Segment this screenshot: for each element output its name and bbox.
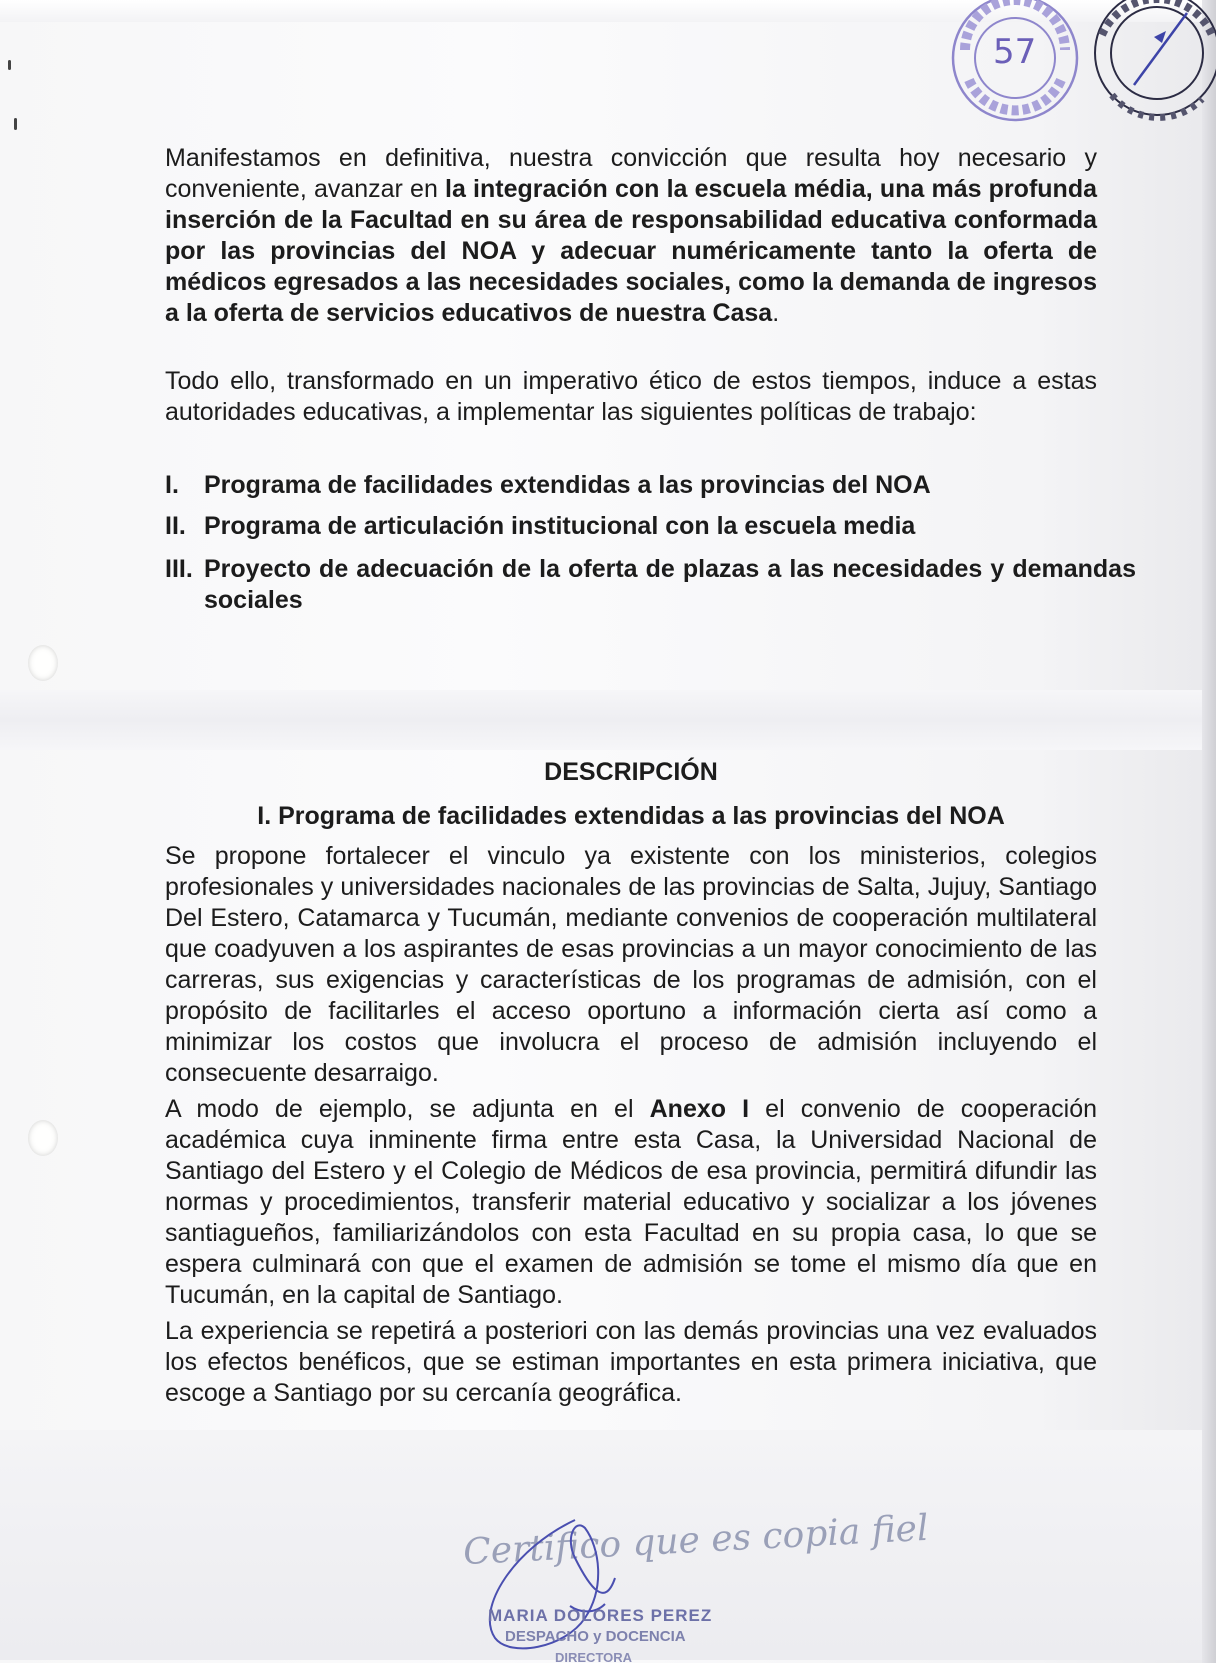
paragraph-text: La experiencia se repetirá a posteriori con las demás provincias una vez evaluados los efectos benéficos, que se estiman importantes en esta primera iniciativa, que escoge a Santiago por su cercanía geográfica. (165, 1317, 1097, 1407)
scan-speck (8, 60, 11, 70)
certifier-name: MARIA DOLORES PEREZ (488, 1606, 713, 1625)
paragraph-proposal (165, 841, 1097, 1089)
section-heading: DESCRIPCIÓN (544, 758, 718, 786)
paragraph-example (165, 1094, 1097, 1311)
policy-list-item (165, 554, 1136, 616)
paragraph-text: el convenio de cooperación académica cuya inminente firma entre esta Casa, la Universidad Nacional de Santiago del Estero y el Colegio de Médicos de esa provincia, permitirá difundir las normas y procedimientos, transferir material educativo y socializar a los jóvenes santiagueños, familiarizándolos con esta Facultad en su propia casa, lo que se espera culminará con que el examen de admisión se tome el mismo día que en Tucumán, en la capital de Santiago. (165, 1095, 1098, 1309)
policy-number: III. (165, 555, 193, 583)
certifier-role: DIRECTORA (555, 1650, 633, 1663)
paragraph-text: Todo ello, transformado en un imperativo ético de estos tiempos, induce a estas autoridades educativas, a implementar las siguientes políticas de trabajo: (165, 367, 1097, 426)
policy-list-item (165, 470, 1136, 501)
punch-hole-bottom (28, 1120, 58, 1156)
paragraph-conviction (165, 143, 1097, 329)
scan-shade-middle (0, 690, 1216, 750)
certifier-department: DESPACHO y DOCENCIA (505, 1628, 686, 1645)
section-subheading: I. Programa de facilidades extendidas a las provincias del NOA (257, 802, 1005, 830)
paragraph-experience (165, 1316, 1097, 1409)
policy-title: Programa de facilidades extendidas a las provincias del NOA (204, 471, 931, 499)
policy-number: I. (165, 471, 179, 499)
policy-number: II. (165, 512, 186, 540)
certification-stamp-text: Certifico que es copia fiel (462, 1507, 930, 1574)
policy-title: Proyecto de adecuación de la oferta de plazas a las necesidades y demandas sociales (204, 555, 1136, 614)
paragraph-text: Manifestamos en definitiva, nuestra convicción que resulta hoy necesario y conveniente, avanzar en (165, 144, 1097, 203)
policy-title: Programa de articulación institucional con la escuela media (204, 512, 916, 540)
stamp-folio-number: 57 (993, 32, 1037, 72)
paragraph-imperative (165, 366, 1097, 428)
paragraph-text: A modo de ejemplo, se adjunta en el (165, 1095, 650, 1123)
punch-hole-top (28, 645, 58, 681)
paragraph-bold-text: la integración con la escuela média, una más profunda inserción de la Facultad en su área de responsabilidad educativa conformada por las provincias del NOA y adecuar numéricamente tanto la oferta de médicos egresados a las necesidades sociales, como la demanda de ingresos a la oferta de servicios educativos de nuestra Casa (165, 175, 1097, 327)
paragraph-text: Se propone fortalecer el vinculo ya existente con los ministerios, colegios profesionales y universidades nacionales de las provincias de Salta, Jujuy, Santiago Del Estero, Catamarca y Tucumán, mediante convenios de cooperación multilateral que coadyuven a los aspirantes de esas provincias a un mayor conocimiento de las carreras, sus exigencias y características de los programas de admisión, con el propósito de facilitarles el acceso oportuno a información cierta así como a minimizar los costos que involucra el proceso de admisión incluyendo el consecuente desarraigo. (165, 842, 1097, 1087)
paragraph-text: . (772, 299, 780, 327)
policy-list-item (165, 511, 1136, 542)
paragraph-bold-text: Anexo I (649, 1095, 750, 1123)
scan-speck (14, 118, 17, 130)
scan-edge-right (1202, 0, 1216, 1663)
mesa-de-entradas-seal-icon (1062, 0, 1216, 121)
